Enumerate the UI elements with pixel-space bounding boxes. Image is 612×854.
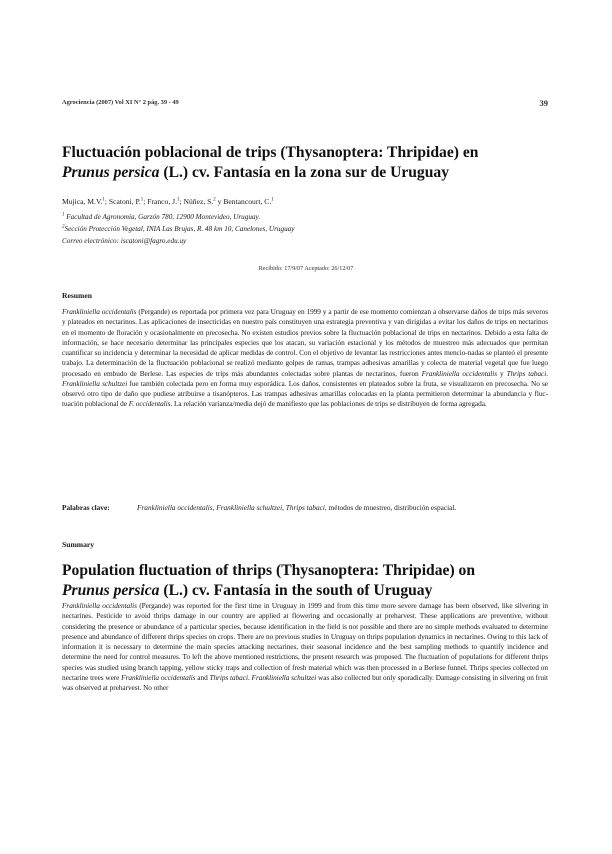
affiliation-1 xyxy=(62,212,548,222)
affiliation-mark: 1 xyxy=(62,212,65,218)
species-name: Frankliniella schultzei xyxy=(62,378,128,388)
species-name: F. occidentalis xyxy=(128,399,171,409)
affiliation-2 xyxy=(62,224,548,234)
text-run: . xyxy=(247,672,252,682)
keywords-species: Frankliniella occidentalis, Frankliniella schultzei, Thrips tabaci, xyxy=(137,503,327,512)
text-run: and xyxy=(195,672,210,682)
species-name: Frankliniella occidentalis xyxy=(121,672,196,682)
page-number: 39 xyxy=(539,98,548,108)
author-name: ; Franco, J. xyxy=(143,197,177,206)
author-affiliation-mark: 1 xyxy=(140,197,144,203)
running-header xyxy=(62,99,548,111)
summary-paragraph xyxy=(62,601,548,693)
text-run: y xyxy=(497,368,507,378)
summary-heading: Summary xyxy=(62,540,95,549)
species-name: Frankliniella occidentalis xyxy=(62,601,137,610)
author-affiliation-mark: 1 xyxy=(102,197,105,203)
title-en-species: Prunus persica xyxy=(62,582,160,599)
resumen-paragraph xyxy=(62,307,548,410)
title-es-part2: (L.) cv. Fantasía en la zona sur de Uruguay xyxy=(159,164,449,181)
journal-citation: Agrociencia (2007) Vol XI N° 2 pág. 39 - 49 xyxy=(62,99,179,106)
species-name: Frankliniella occidentalis xyxy=(421,368,498,378)
author-affiliation-mark: 1 xyxy=(271,197,274,203)
title-es-species: Prunus persica xyxy=(62,164,160,181)
affiliation-text: Sección Protección Vegetal, INIA Las Brujas, R. 48 km 10, Canelones, Uruguay xyxy=(64,225,295,233)
title-spanish xyxy=(62,143,548,183)
species-name: Frankliniella schultzei xyxy=(251,672,317,682)
title-es-part1: Fluctuación poblacional de trips (Thysanoptera: Thripidae) en xyxy=(62,144,479,161)
text-run: (Pergande) was reported for the first time in Uruguay in 1999 and from this time more severe damage has been observed, like silvering in nectarines. Pesticide to avoid thrips damage in our country are applied at flowering and occasionally at preharvest. These applications are preventive, without considering the presence or abundance of a particular species, because identification in the field is not possible and there are no simple methods evaluated to determine presence and abundance of different thrips species on crops. There are no previous studies in Uruguay on thrips population dynamics in nectarines. Owing to this lack of information it is necessary to determine the main species attacking nectarines, their seasonal incidence and the best sampling methods to quantify incidence and determine the need for control measures. To left the above mentioned restrictions, the present research was proposed. The fluctuation of populations for different thrips species was studied using branch tapping, yellow sticky traps and collection of fresh material which was then processed in a Berlese funnel. Thrips species collected on nectarine trees were xyxy=(62,601,548,682)
title-en-part2: (L.) cv. Fantasía in the south of Uruguay xyxy=(159,582,433,599)
title-en-part1: Population fluctuation of thrips (Thysanoptera: Thripidae) on xyxy=(62,562,476,579)
text-run: fue también colectada pero en forma muy esporádica. Los daños, consistentes en plateados sobre la fruta, se visualizaron en precosecha. No se observó otro tipo de daño que pudiese atribuirse a tisanópteros. Las trampas adhesivas amarillas colocadas en la planta permitieron determinar la abundancia y fluc-tuación poblacional de xyxy=(62,378,549,409)
affiliation-mark: 2 xyxy=(62,224,65,230)
species-name: Thrips tabaci xyxy=(506,368,547,378)
contact-email: Correo electrónico: iscatoni@fagro.edu.uy xyxy=(62,237,187,245)
keywords-terms: métodos de muestreo, distribución espacial. xyxy=(326,503,457,512)
species-name: Frankliniella occidentalis xyxy=(62,307,137,316)
text-run: (Pergande) es reportada por primera vez para Uruguay en 1999 y a partir de ese momento comienzan a observarse daños de trips más severos y plateados en nectarinos. Las aplicaciones de insecticidas en nuestro país constituyen una estrategia preventiva y van dirigidas a evitar los daños de trips en nectarinos en el momento de floración y ocasionalmente en precosecha. No existen estudios previos sobre la fluctuación poblacional de trips en nectarinos. Debido a esta falta de información, se hace necesario determinar las principales especies que los atacan, su variación estacional y los métodos de muestreo más adecuados que permitan cuantificar su incidencia y determinar la necesidad de aplicar medidas de control. Con el objetivo de levantar las restricciones antes mencio-nadas se planteó el presente trabajo. La determinación de la fluctuación poblacional se realizó mediante golpes de ramas, trampas adhesivas amarillas y colecta de material vegetal que fue luego procesado en embudo de Berlese. Las especies de trips más abundantes colectadas sobre plantas de nectarinos, fueron xyxy=(62,307,548,378)
text-run: . La relación varianza/media dejó de manifiesto que las poblaciones de trips se distribuyen de forma agregada. xyxy=(170,399,487,409)
author-name: y Bentancourt, C. xyxy=(215,197,272,206)
keywords-label: Palabras clave: xyxy=(62,503,110,512)
text-run: was also collected but only sporadically. Damage consisting in silvering on fruit was observed at preharvest. No other xyxy=(62,672,548,692)
author-list xyxy=(62,196,548,207)
author-affiliation-mark: 2 xyxy=(213,197,216,203)
affiliation-text: Facultad de Agronomía, Garzón 780, 12900 Montevideo, Uruguay. xyxy=(64,213,261,221)
species-name: Thrips tabaci xyxy=(209,672,248,682)
author-affiliation-mark: 1 xyxy=(177,197,180,203)
author-name: ; Núñez, S. xyxy=(179,197,214,206)
author-name: ; Scatoni, P. xyxy=(104,197,141,206)
received-accepted-dates: Recibido: 17/9/07 Aceptado: 26/12/07 xyxy=(258,265,354,272)
resumen-heading: Resumen xyxy=(62,291,92,300)
text-run: . xyxy=(546,368,548,378)
author-name: Mujica, M.V. xyxy=(62,197,103,206)
keywords-list xyxy=(137,503,548,514)
title-english xyxy=(62,561,548,601)
